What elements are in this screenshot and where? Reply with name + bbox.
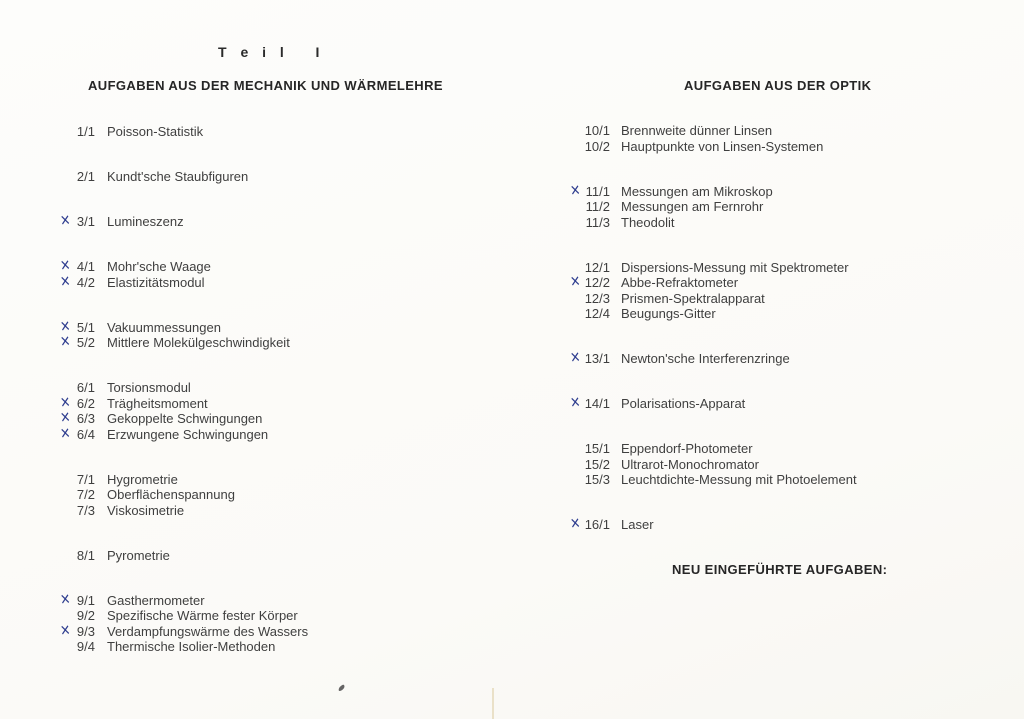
item-number: 12/4 [584, 306, 610, 321]
toc-item [560, 347, 1000, 369]
toc-group [50, 380, 490, 445]
item-number: 12/2 [584, 275, 610, 290]
toc-group [560, 392, 1000, 414]
item-label: Poisson-Statistik [107, 124, 204, 139]
toc-group [50, 255, 490, 293]
item-label: Spezifische Wärme fester Körper [107, 608, 298, 623]
mark-placeholder [559, 303, 581, 324]
toc-item [560, 441, 1000, 457]
item-number: 11/3 [585, 214, 610, 230]
item-label: Messungen am Fernrohr [621, 199, 764, 214]
toc-item [50, 407, 490, 429]
handwritten-x-mark: × [59, 422, 71, 445]
toc-group [50, 472, 490, 519]
mark-placeholder [49, 545, 71, 566]
item-label: Messungen am Mikroskop [621, 183, 773, 199]
item-label: Trägheitsmoment [107, 395, 208, 411]
item-number: 6/3 [76, 411, 95, 426]
item-label: Torsionsmodul [107, 380, 191, 395]
toc-item [50, 270, 490, 293]
toc-item [50, 487, 490, 503]
toc-groups-left [50, 124, 490, 655]
item-label: Abbe-Refraktometer [621, 275, 739, 290]
toc-group [560, 179, 1000, 231]
toc-item [560, 513, 1000, 535]
item-label: Dispersions-Messung mit Spektrometer [621, 259, 849, 275]
item-number: 3/1 [76, 214, 95, 229]
item-number: 7/3 [76, 502, 95, 518]
toc-group [50, 315, 490, 353]
item-number: 9/3 [76, 623, 95, 639]
toc-group [50, 124, 490, 140]
handwritten-x-mark: × [59, 315, 71, 338]
toc-item [560, 123, 1000, 139]
toc-group [560, 441, 1000, 488]
item-label: Oberflächenspannung [107, 487, 235, 502]
section-heading-mechanik: AUFGABEN AUS DER MECHANIK UND WÄRMELEHRE [88, 78, 443, 93]
toc-item [50, 548, 490, 564]
toc-item [50, 619, 490, 642]
item-label: Lumineszenz [107, 214, 184, 229]
toc-item [50, 391, 490, 414]
item-number: 2/1 [76, 169, 95, 184]
item-number: 15/2 [584, 456, 610, 472]
toc-item [50, 503, 490, 519]
item-label: Polarisations-Apparat [621, 396, 746, 411]
item-number: 10/2 [584, 138, 610, 154]
item-label: Theodolit [621, 214, 675, 230]
item-label: Laser [621, 517, 654, 532]
toc-item [50, 255, 490, 277]
item-number: 7/1 [76, 471, 95, 487]
item-label: Vakuummessungen [107, 319, 221, 335]
part-title: T e i l I [218, 44, 325, 60]
toc-group [560, 260, 1000, 322]
toc-group [50, 588, 490, 655]
item-number: 11/2 [585, 199, 610, 214]
handwritten-x-mark: × [59, 270, 71, 293]
item-number: 11/1 [585, 183, 610, 199]
toc-group [560, 347, 1000, 369]
toc-item [50, 315, 490, 338]
handwritten-x-mark: × [59, 588, 71, 611]
item-number: 7/2 [76, 487, 95, 502]
toc-item [50, 169, 490, 185]
toc-item [560, 271, 1000, 293]
toc-item [50, 380, 490, 396]
handwritten-x-mark: × [569, 513, 581, 535]
item-number: 13/1 [584, 351, 610, 366]
toc-item [50, 422, 490, 445]
toc-group [50, 210, 490, 232]
mark-placeholder [559, 212, 581, 233]
item-label: Mittlere Molekülgeschwindigkeit [107, 335, 290, 350]
ink-speck [338, 684, 345, 692]
item-label: Hauptpunkte von Linsen-Systemen [621, 138, 824, 154]
item-label: Leuchtdichte-Messung mit Photoelement [621, 472, 857, 487]
item-label: Elastizitätsmodul [107, 274, 205, 290]
toc-item [560, 139, 1000, 155]
item-label: Gasthermometer [107, 592, 205, 608]
mark-placeholder [559, 136, 581, 157]
item-label: Beugungs-Gitter [621, 306, 716, 321]
item-number: 12/3 [584, 290, 610, 306]
item-number: 15/3 [584, 472, 610, 487]
item-number: 5/2 [76, 335, 95, 350]
toc-item [560, 392, 1000, 414]
item-label: Ultrarot-Monochromator [621, 456, 759, 472]
toc-item [560, 215, 1000, 231]
item-number: 4/1 [76, 259, 95, 274]
item-label: Viskosimetrie [107, 502, 185, 518]
toc-item [560, 457, 1000, 473]
mark-placeholder [49, 166, 71, 187]
item-label: Prismen-Spektralapparat [621, 290, 765, 306]
item-label: Pyrometrie [107, 547, 170, 563]
new-tasks-heading: NEU EINGEFÜHRTE AUFGABEN: [672, 562, 888, 577]
handwritten-x-mark: × [569, 179, 581, 202]
item-number: 16/1 [584, 517, 610, 532]
toc-item [560, 291, 1000, 307]
item-number: 9/4 [76, 639, 95, 654]
item-number: 15/1 [584, 441, 610, 456]
item-label: Thermische Isolier-Methoden [107, 639, 276, 654]
handwritten-x-mark: × [59, 331, 71, 353]
toc-item [50, 124, 490, 140]
section-optik [560, 78, 1000, 577]
item-number: 6/2 [76, 395, 95, 411]
toc-item [560, 179, 1000, 202]
toc-item [50, 588, 490, 611]
item-label: Erzwungene Schwingungen [107, 426, 269, 442]
item-label: Verdampfungswärme des Wassers [107, 623, 309, 639]
handwritten-x-mark: × [59, 391, 71, 414]
section-mechanik-waermelehre [50, 78, 490, 684]
page-fold-line [492, 688, 494, 719]
mark-placeholder [49, 121, 71, 142]
section-heading-optik: AUFGABEN AUS DER OPTIK [684, 78, 872, 93]
toc-group [50, 548, 490, 564]
item-number: 8/1 [76, 547, 95, 563]
handwritten-x-mark: × [569, 392, 581, 414]
handwritten-x-mark: × [569, 347, 581, 369]
item-number: 6/1 [76, 380, 95, 395]
item-number: 4/2 [76, 274, 95, 290]
toc-item [560, 306, 1000, 322]
handwritten-x-mark: × [569, 271, 581, 293]
item-label: Gekoppelte Schwingungen [107, 411, 263, 426]
toc-item [50, 210, 490, 232]
mark-placeholder [559, 469, 581, 490]
item-label: Eppendorf-Photometer [621, 441, 753, 456]
handwritten-x-mark: × [59, 210, 71, 232]
item-number: 14/1 [584, 396, 610, 411]
toc-item [560, 199, 1000, 215]
item-label: Hygrometrie [107, 471, 178, 487]
item-number: 1/1 [76, 124, 95, 139]
toc-item [50, 608, 490, 624]
item-label: Newton'sche Interferenzringe [621, 351, 790, 366]
mark-placeholder [49, 500, 71, 521]
toc-item [50, 639, 490, 655]
toc-item [50, 331, 490, 353]
item-label: Mohr'sche Waage [107, 259, 211, 274]
toc-item [560, 472, 1000, 488]
mark-placeholder [49, 636, 71, 657]
item-label: Brennweite dünner Linsen [621, 123, 773, 138]
item-number: 9/2 [76, 608, 95, 623]
handwritten-x-mark: × [59, 255, 71, 277]
handwritten-x-mark: × [59, 619, 71, 642]
toc-group [560, 123, 1000, 154]
item-number: 5/1 [76, 319, 95, 335]
toc-group [50, 169, 490, 185]
item-number: 6/4 [76, 426, 95, 442]
item-number: 10/1 [584, 123, 610, 138]
item-number: 12/1 [584, 259, 610, 275]
toc-groups-right [560, 123, 1000, 533]
handwritten-x-mark: × [59, 407, 71, 429]
item-number: 9/1 [76, 592, 95, 608]
toc-item [560, 260, 1000, 276]
toc-group [560, 513, 1000, 535]
item-label: Kundt'sche Staubfiguren [107, 169, 249, 184]
toc-item [50, 472, 490, 488]
